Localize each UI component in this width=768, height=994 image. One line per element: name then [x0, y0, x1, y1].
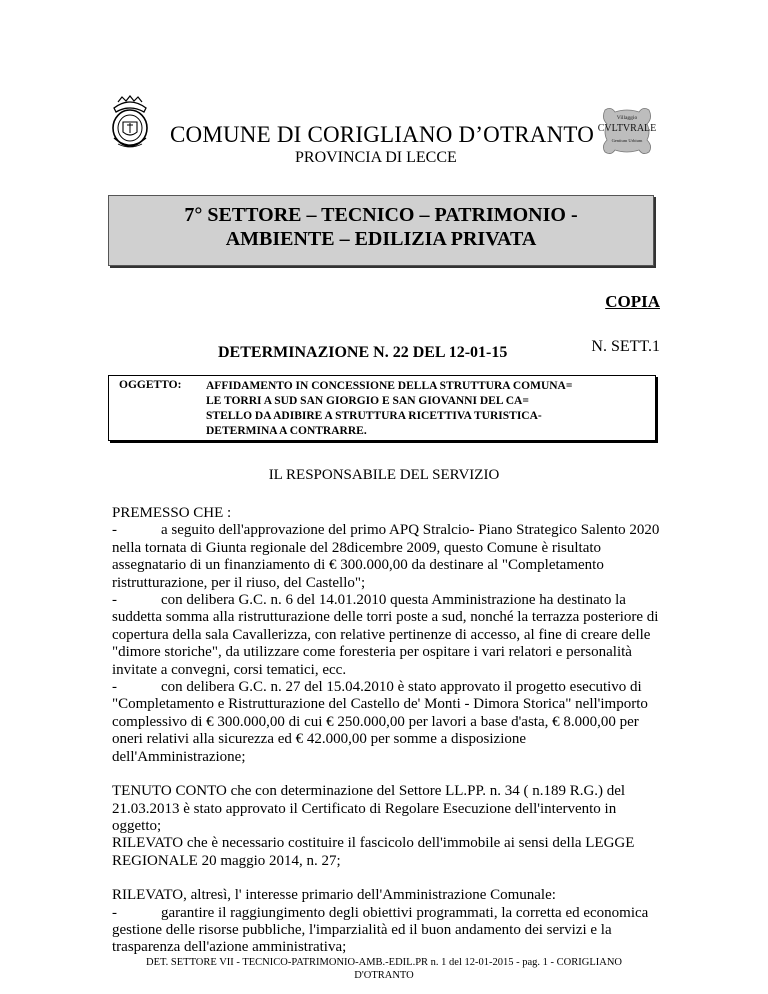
province-name: PROVINCIA DI LECCE	[295, 149, 457, 166]
sector-number: N. SETT.1	[591, 338, 660, 355]
premise-item: - con delibera G.C. n. 27 del 15.04.2010 è stato approvato il progetto esecutivo di "Completamento e Ristrutturazione del Castello de' Monti - Dimora Storica" nell'importo complessivo di € 300.000,00 di cui € 250.000,00 per lavori a base d'asta, € 8.000,00 per oneri relativi alla sicurezza ed € 42.000,00 per somme a disposizione dell'Amministrazione;	[112, 679, 648, 765]
copy-label: COPIA	[605, 292, 660, 311]
subject-line: AFFIDAMENTO IN CONCESSIONE DELLA STRUTTURA COMUNA=	[206, 380, 573, 392]
sector-line-1: 7° SETTORE – TECNICO – PATRIMONIO -	[184, 204, 578, 226]
svg-text:CVLTVRALE: CVLTVRALE	[597, 123, 657, 134]
subject-label: OGGETTO:	[119, 379, 182, 391]
responsible-heading: IL RESPONSABILE DEL SERVIZIO	[268, 467, 500, 483]
footer-line: D'OTRANTO	[354, 970, 414, 981]
sector-banner	[108, 195, 654, 266]
svg-text:Villaggio: Villaggio	[616, 115, 638, 121]
footer-line: DET. SETTORE VII - TECNICO-PATRIMONIO-AMB.-EDIL.PR n. 1 del 12-01-2015 - pag. 1 - CORIGLIANO	[146, 957, 622, 968]
cultural-village-badge-icon	[597, 104, 657, 156]
premise-item: - a seguito dell'approvazione del primo APQ Stralcio- Piano Strategico Salento 2020 nella tornata di Giunta regionale del 28dicembre 2009, questo Comune è risultato assegnatario di un finanziamento di € 300.000,00 da destinare al "Completamento ristrutturazione, per il riuso, del Castello";	[112, 522, 660, 591]
subject-box	[108, 375, 656, 441]
subject-line: DETERMINA A CONTRARRE.	[206, 425, 367, 437]
document-body	[112, 505, 660, 957]
municipality-title: COMUNE DI CORIGLIANO D’OTRANTO	[170, 122, 595, 147]
sector-line-2: AMBIENTE – EDILIZIA PRIVATA	[225, 228, 537, 250]
premise-heading: PREMESSO CHE :	[112, 505, 232, 521]
municipal-crest-icon	[108, 94, 152, 154]
paragraph-rilevato: RILEVATO che è necessario costituire il fascicolo dell'immobile ai sensi della LEGGE REGIONALE 20 maggio 2014, n. 27;	[112, 835, 635, 869]
svg-text:Gentium Urbium: Gentium Urbium	[611, 138, 643, 143]
interest-item: - garantire il raggiungimento degli obiettivi programmati, la corretta ed economica gestione delle risorse pubbliche, l'imparzialità ed il buon andamento dei servizi e la trasparenza dell'azione amministrativa;	[112, 904, 649, 956]
paragraph-rilevato-altresi: RILEVATO, altresì, l' interesse primario dell'Amministrazione Comunale:	[112, 887, 556, 904]
paragraph-tenuto: TENUTO CONTO che con determinazione del Settore LL.PP. n. 34 ( n.189 R.G.) del 21.03.2013 è stato approvato il Certificato di Regolare Esecuzione dell'intervento in oggetto;	[112, 783, 626, 834]
subject-line: STELLO DA ADIBIRE A STRUTTURA RICETTIVA TURISTICA-	[206, 410, 542, 422]
subject-text	[206, 379, 646, 439]
premise-item: - con delibera G.C. n. 6 del 14.01.2010 questa Amministrazione ha destinato la suddetta somma alla ristrutturazione delle torri poste a sud, nonché la terrazza posteriore di copertura della sala Cavallerizza, con relative pertinenze di accesso, al fine di creare delle "dimore storiche", da utilizzare come foresteria per ospitare i vari relatori e personalità invitate a convegni, corsi tematici, ecc.	[112, 592, 659, 678]
page-footer	[95, 956, 673, 982]
subject-line: LE TORRI A SUD SAN GIORGIO E SAN GIOVANNI DEL CA=	[206, 395, 529, 407]
determination-title: DETERMINAZIONE N. 22 DEL 12-01-15	[218, 344, 508, 361]
